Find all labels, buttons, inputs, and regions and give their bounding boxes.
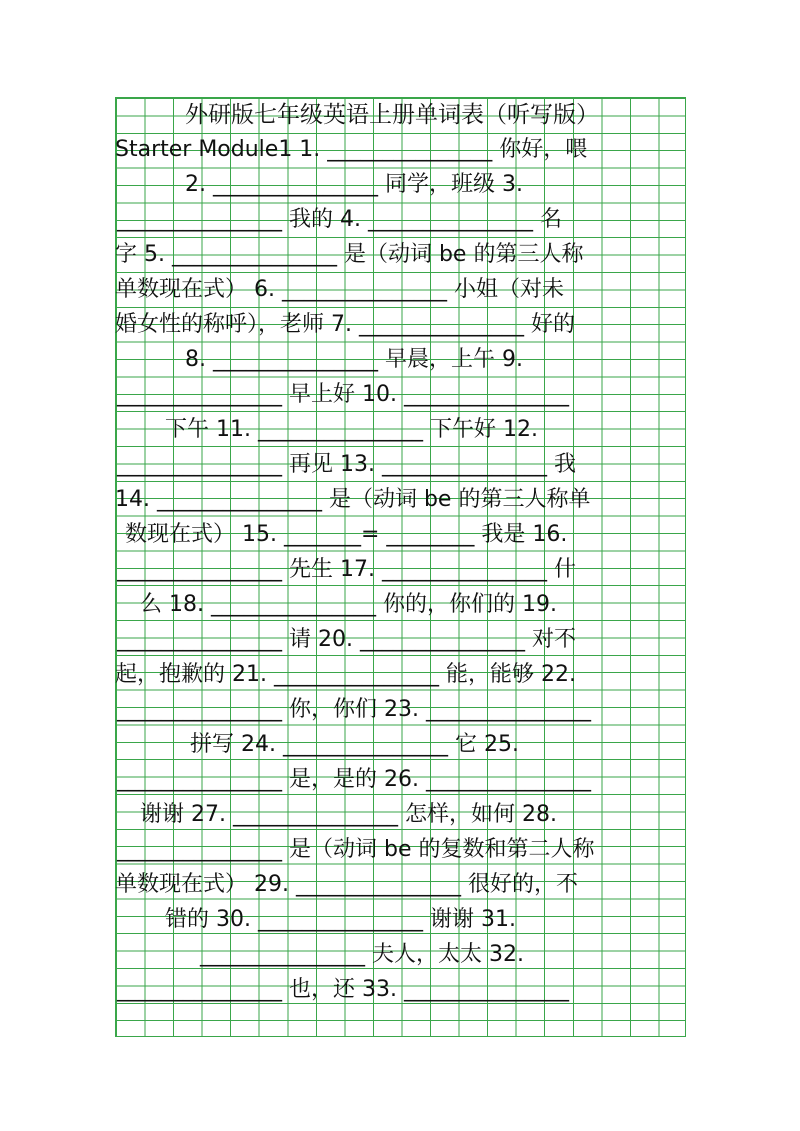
line-10: _______________ 再见 13. _______________ 我 [117, 452, 576, 477]
line-15: _______________ 请 20. _______________ 对不 [117, 627, 576, 652]
line-12: 数现在式） 15. _______= ________ 我是 16. [125, 522, 568, 547]
line-24: _______________ 夫人，太太 32. [200, 942, 524, 967]
line-25: _______________ 也，还 33. _______________ [117, 977, 569, 1002]
line-21: _______________ 是（动词 be 的复数和第二人称 [117, 837, 595, 862]
line-14: 么 18. _______________ 你的，你们的 19. [140, 592, 557, 617]
line-22: 单数现在式） 29. _______________ 很好的，不 [115, 872, 578, 897]
line-13: _______________ 先生 17. _______________ 什 [117, 557, 576, 582]
line-18: 拼写 24. _______________ 它 25. [190, 732, 519, 757]
line-9: 下午 11. _______________ 下午好 12. [165, 417, 538, 442]
line-4: 字 5. _______________ 是（动词 be 的第三人称 [115, 242, 584, 267]
line-6: 婚女性的称呼），老师 7. _______________ 好的 [115, 312, 575, 337]
line-7: 8. _______________ 早晨，上午 9. [185, 347, 523, 372]
line-23: 错的 30. _______________ 谢谢 31. [165, 907, 516, 932]
line-8: _______________ 早上好 10. _______________ [117, 382, 569, 407]
line-19: _______________ 是，是的 26. _______________ [117, 767, 591, 792]
line-11: 14. _______________ 是（动词 be 的第三人称单 [115, 487, 591, 512]
line-20: 谢谢 27. _______________ 怎样，如何 28. [140, 802, 557, 827]
line-16: 起，抱歉的 21. _______________ 能，能够 22. [115, 662, 576, 687]
line-2: 2. _______________ 同学，班级 3. [185, 172, 523, 197]
document-title: 外研版七年级英语上册单词表（听写版） [185, 102, 599, 128]
line-3: _______________ 我的 4. _______________ 名 [117, 207, 562, 232]
line-5: 单数现在式） 6. _______________ 小姐（对未 [115, 277, 564, 302]
line-1: Starter Module1 1. _______________ 你好，喂 [115, 137, 588, 162]
line-17: _______________ 你，你们 23. _______________ [117, 697, 591, 722]
